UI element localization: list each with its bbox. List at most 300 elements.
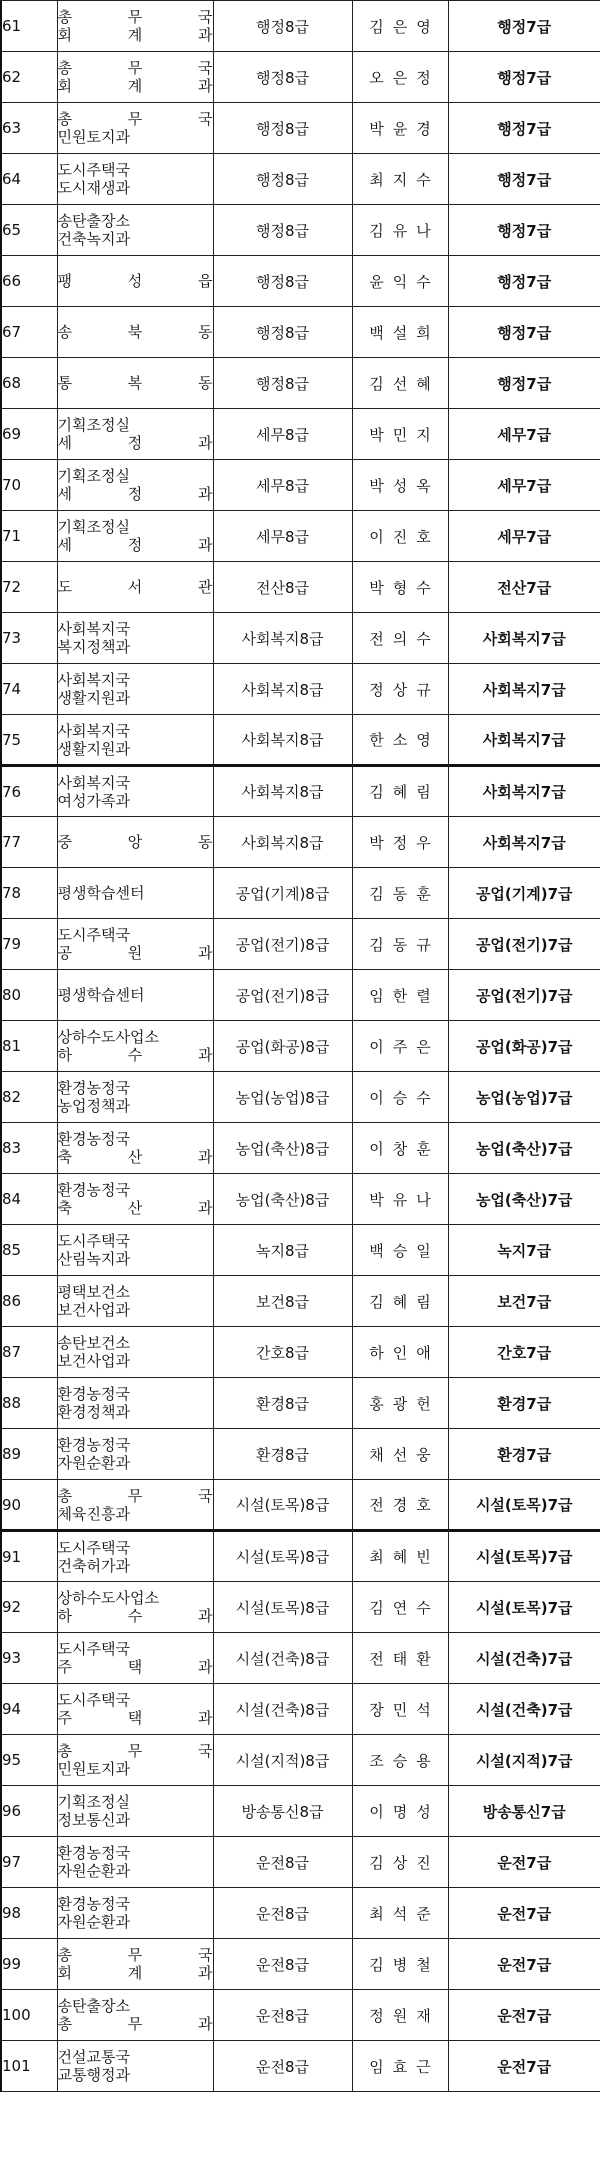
department-line-primary: 도시주택국 [57, 1232, 130, 1250]
current-grade-cell: 시설(토목)8급 [213, 1582, 352, 1633]
department-line-primary: 환경농정국 [57, 1079, 130, 1097]
employee-name-cell [352, 154, 448, 205]
promoted-grade-cell: 시설(지적)7급 [448, 1735, 600, 1786]
promoted-grade-cell: 운전7급 [448, 1888, 600, 1939]
table-row [1, 817, 600, 868]
table-row [1, 1837, 600, 1888]
promoted-grade-cell: 시설(토목)7급 [448, 1531, 600, 1582]
department-line-primary: 평택보건소 [57, 1283, 130, 1301]
employee-name: 이창훈 [369, 1139, 440, 1158]
employee-name: 최혜빈 [369, 1548, 440, 1566]
promoted-grade-cell: 사회복지7급 [448, 715, 600, 766]
department-cell [57, 154, 213, 205]
employee-name: 하인애 [369, 1343, 440, 1362]
department-line-primary: 송탄출장소 [57, 1997, 130, 2015]
row-number-cell: 83 [1, 1123, 57, 1174]
department-cell [57, 1684, 213, 1735]
current-grade-cell: 간호8급 [213, 1327, 352, 1378]
current-grade-cell: 운전8급 [213, 1837, 352, 1888]
employee-name-cell [352, 1735, 448, 1786]
department-line-primary: 사회복지국 [57, 671, 130, 689]
department-line-secondary: 세 정 과 [57, 434, 213, 452]
current-grade-cell: 세무8급 [213, 460, 352, 511]
current-grade-cell: 농업(농업)8급 [213, 1072, 352, 1123]
department-cell [57, 1327, 213, 1378]
promoted-grade-cell: 환경7급 [448, 1378, 600, 1429]
table-row [1, 1327, 600, 1378]
department-line-primary: 도시주택국 [57, 926, 130, 944]
employee-name-cell [352, 1327, 448, 1378]
row-number-cell: 92 [1, 1582, 57, 1633]
row-number-cell: 75 [1, 715, 57, 766]
employee-name: 정원재 [369, 2006, 440, 2025]
promoted-grade-cell: 행정7급 [448, 103, 600, 154]
row-number-cell: 84 [1, 1174, 57, 1225]
department-cell [57, 511, 213, 562]
current-grade-cell: 행정8급 [213, 358, 352, 409]
current-grade-cell: 행정8급 [213, 154, 352, 205]
promoted-grade-cell: 공업(전기)7급 [448, 970, 600, 1021]
row-number-cell: 97 [1, 1837, 57, 1888]
table-row [1, 511, 600, 562]
employee-name-cell [352, 1174, 448, 1225]
table-row [1, 1939, 600, 1990]
current-grade-cell: 운전8급 [213, 2041, 352, 2092]
department-line-primary: 도시주택국 [57, 161, 130, 179]
employee-name-cell [352, 970, 448, 1021]
department-cell [57, 1123, 213, 1174]
table-row [1, 970, 600, 1021]
employee-name: 조승용 [369, 1751, 440, 1770]
department-cell [57, 1582, 213, 1633]
table-row [1, 358, 600, 409]
employee-name: 백승일 [369, 1241, 440, 1260]
employee-name-cell [352, 868, 448, 919]
department-line-secondary: 복지정책과 [57, 638, 130, 656]
department-line-secondary: 공 원 과 [57, 944, 213, 962]
department-line-primary: 사회복지국 [57, 773, 130, 792]
department-line-primary: 기획조정실 [57, 416, 130, 434]
employee-name-cell [352, 358, 448, 409]
promoted-grade-cell: 사회복지7급 [448, 664, 600, 715]
current-grade-cell: 사회복지8급 [213, 766, 352, 817]
employee-name: 홍광헌 [369, 1394, 440, 1413]
department-line-primary: 송탄출장소 [57, 212, 130, 230]
promoted-grade-cell: 농업(축산)7급 [448, 1123, 600, 1174]
current-grade-cell: 농업(축산)8급 [213, 1123, 352, 1174]
employee-name: 전태환 [369, 1649, 440, 1668]
table-row [1, 205, 600, 256]
row-number-cell: 80 [1, 970, 57, 1021]
table-row [1, 1786, 600, 1837]
department-line-primary: 중 앙 동 [57, 833, 213, 851]
promoted-grade-cell: 공업(화공)7급 [448, 1021, 600, 1072]
department-cell [57, 1276, 213, 1327]
table-row [1, 460, 600, 511]
department-line-primary: 도시주택국 [57, 1538, 130, 1557]
employee-name-cell [352, 1633, 448, 1684]
employee-name: 최지수 [369, 170, 440, 189]
table-row [1, 1123, 600, 1174]
employee-name-cell [352, 2041, 448, 2092]
department-line-primary: 기획조정실 [57, 518, 130, 536]
department-cell [57, 1786, 213, 1837]
promoted-grade-cell: 세무7급 [448, 409, 600, 460]
row-number-cell: 74 [1, 664, 57, 715]
department-line-secondary: 건축허가과 [57, 1556, 130, 1575]
row-number-cell: 61 [1, 1, 57, 52]
employee-name: 전의수 [369, 629, 440, 648]
employee-name-cell [352, 664, 448, 715]
current-grade-cell: 행정8급 [213, 1, 352, 52]
row-number-cell: 71 [1, 511, 57, 562]
table-row [1, 256, 600, 307]
employee-name: 박정우 [369, 833, 440, 852]
employee-name-cell [352, 817, 448, 868]
row-number-cell: 72 [1, 562, 57, 613]
department-line-secondary: 주 택 과 [57, 1658, 213, 1676]
department-cell [57, 1480, 213, 1531]
employee-name: 김동규 [369, 935, 440, 954]
row-number-cell: 82 [1, 1072, 57, 1123]
employee-name-cell [352, 1021, 448, 1072]
department-line-secondary: 도시재생과 [57, 179, 130, 197]
employee-name: 김병철 [369, 1955, 440, 1974]
employee-name-cell [352, 1582, 448, 1633]
department-line-secondary: 총 무 과 [57, 2015, 213, 2033]
employee-name-cell [352, 1939, 448, 1990]
department-cell [57, 868, 213, 919]
department-line-secondary: 회 계 과 [57, 77, 213, 95]
promoted-grade-cell: 세무7급 [448, 460, 600, 511]
table-row [1, 715, 600, 766]
promoted-grade-cell: 농업(축산)7급 [448, 1174, 600, 1225]
promoted-grade-cell: 방송통신7급 [448, 1786, 600, 1837]
table-row [1, 154, 600, 205]
promoted-grade-cell: 행정7급 [448, 205, 600, 256]
employee-name-cell [352, 409, 448, 460]
department-cell [57, 2041, 213, 2092]
current-grade-cell: 사회복지8급 [213, 715, 352, 766]
table-row [1, 1021, 600, 1072]
employee-name: 채선웅 [369, 1445, 440, 1464]
current-grade-cell: 세무8급 [213, 511, 352, 562]
department-line-primary: 총 무 국 [57, 59, 213, 77]
department-cell [57, 1378, 213, 1429]
promoted-grade-cell: 농업(농업)7급 [448, 1072, 600, 1123]
employee-name-cell [352, 1990, 448, 2041]
current-grade-cell: 행정8급 [213, 103, 352, 154]
current-grade-cell: 행정8급 [213, 205, 352, 256]
row-number-cell: 98 [1, 1888, 57, 1939]
department-cell [57, 1531, 213, 1582]
department-line-secondary: 자원순환과 [57, 1862, 130, 1880]
department-line-primary: 송탄보건소 [57, 1334, 130, 1352]
department-line-primary: 도 서 관 [57, 578, 213, 596]
promoted-grade-cell: 보건7급 [448, 1276, 600, 1327]
department-line-primary: 사회복지국 [57, 721, 130, 740]
table-row [1, 1888, 600, 1939]
table-row [1, 1072, 600, 1123]
current-grade-cell: 행정8급 [213, 256, 352, 307]
employee-name: 이명성 [369, 1802, 440, 1821]
department-line-primary: 총 무 국 [57, 8, 213, 26]
promoted-grade-cell: 시설(토목)7급 [448, 1582, 600, 1633]
promoted-grade-cell: 행정7급 [448, 1, 600, 52]
employee-name-cell [352, 1123, 448, 1174]
row-number-cell: 87 [1, 1327, 57, 1378]
department-line-secondary: 축 산 과 [57, 1148, 213, 1166]
promoted-grade-cell: 세무7급 [448, 511, 600, 562]
employee-name-cell [352, 1837, 448, 1888]
promoted-grade-cell: 운전7급 [448, 1837, 600, 1888]
department-cell [57, 1072, 213, 1123]
employee-name-cell [352, 1684, 448, 1735]
promoted-grade-cell: 사회복지7급 [448, 766, 600, 817]
row-number-cell: 65 [1, 205, 57, 256]
table-row [1, 52, 600, 103]
employee-name-cell [352, 205, 448, 256]
department-line-secondary: 환경정책과 [57, 1403, 130, 1421]
department-line-primary: 총 무 국 [57, 1742, 213, 1760]
table-row [1, 1, 600, 52]
promoted-grade-cell: 시설(토목)7급 [448, 1480, 600, 1531]
department-cell [57, 205, 213, 256]
department-cell [57, 409, 213, 460]
department-line-secondary: 하 수 과 [57, 1046, 213, 1064]
department-cell [57, 613, 213, 664]
employee-name-cell [352, 1225, 448, 1276]
current-grade-cell: 방송통신8급 [213, 1786, 352, 1837]
row-number-cell: 76 [1, 766, 57, 817]
current-grade-cell: 공업(전기)8급 [213, 970, 352, 1021]
department-cell [57, 256, 213, 307]
table-row [1, 1480, 600, 1531]
row-number-cell: 78 [1, 868, 57, 919]
row-number-cell: 66 [1, 256, 57, 307]
department-line-primary: 상하수도사업소 [57, 1589, 159, 1607]
employee-name-cell [352, 1378, 448, 1429]
current-grade-cell: 사회복지8급 [213, 664, 352, 715]
department-line-secondary: 생활지원과 [57, 739, 130, 758]
department-line-secondary: 교통행정과 [57, 2066, 130, 2084]
department-cell [57, 1990, 213, 2041]
current-grade-cell: 공업(전기)8급 [213, 919, 352, 970]
table-row [1, 868, 600, 919]
department-line-secondary: 축 산 과 [57, 1199, 213, 1217]
department-line-primary: 평생학습센터 [57, 986, 145, 1004]
department-line-secondary: 주 택 과 [57, 1709, 213, 1727]
department-line-secondary: 회 계 과 [57, 1964, 213, 1982]
department-cell [57, 715, 213, 766]
employee-name: 최석준 [369, 1904, 440, 1923]
department-cell [57, 307, 213, 358]
employee-name-cell [352, 766, 448, 817]
department-line-primary: 건설교통국 [57, 2048, 130, 2066]
employee-name: 정상규 [369, 680, 440, 699]
promoted-grade-cell: 사회복지7급 [448, 817, 600, 868]
table-row [1, 1990, 600, 2041]
department-cell [57, 766, 213, 817]
table-row [1, 766, 600, 817]
department-cell [57, 1633, 213, 1684]
department-line-secondary: 세 정 과 [57, 536, 213, 554]
row-number-cell: 64 [1, 154, 57, 205]
department-cell [57, 1837, 213, 1888]
employee-name: 김동훈 [369, 884, 440, 903]
current-grade-cell: 시설(건축)8급 [213, 1633, 352, 1684]
department-line-primary: 환경농정국 [57, 1844, 130, 1862]
current-grade-cell: 시설(지적)8급 [213, 1735, 352, 1786]
row-number-cell: 79 [1, 919, 57, 970]
current-grade-cell: 운전8급 [213, 1990, 352, 2041]
row-number-cell: 86 [1, 1276, 57, 1327]
current-grade-cell: 행정8급 [213, 52, 352, 103]
promoted-grade-cell: 공업(기계)7급 [448, 868, 600, 919]
department-cell [57, 1939, 213, 1990]
employee-name: 김은영 [369, 17, 440, 36]
row-number-cell: 95 [1, 1735, 57, 1786]
table-row [1, 1582, 600, 1633]
employee-name: 윤익수 [369, 272, 440, 291]
department-cell [57, 358, 213, 409]
department-line-secondary: 보건사업과 [57, 1352, 130, 1370]
table-row [1, 1684, 600, 1735]
department-cell [57, 970, 213, 1021]
department-line-secondary: 정보통신과 [57, 1811, 130, 1829]
table-row [1, 1225, 600, 1276]
current-grade-cell: 행정8급 [213, 307, 352, 358]
department-line-secondary: 생활지원과 [57, 689, 130, 707]
employee-name-cell [352, 511, 448, 562]
current-grade-cell: 환경8급 [213, 1378, 352, 1429]
promoted-grade-cell: 간호7급 [448, 1327, 600, 1378]
employee-name-cell [352, 1, 448, 52]
department-cell [57, 103, 213, 154]
row-number-cell: 94 [1, 1684, 57, 1735]
employee-name: 김유나 [369, 221, 440, 240]
employee-name-cell [352, 562, 448, 613]
department-line-primary: 환경농정국 [57, 1130, 130, 1148]
row-number-cell: 100 [1, 1990, 57, 2041]
employee-name: 이주은 [369, 1037, 440, 1056]
department-line-secondary: 체육진흥과 [57, 1504, 130, 1523]
employee-name: 오은정 [369, 68, 440, 87]
row-number-cell: 96 [1, 1786, 57, 1837]
promoted-grade-cell: 운전7급 [448, 1990, 600, 2041]
row-number-cell: 99 [1, 1939, 57, 1990]
table-row [1, 409, 600, 460]
row-number-cell: 70 [1, 460, 57, 511]
department-cell [57, 1735, 213, 1786]
department-line-secondary: 건축녹지과 [57, 230, 130, 248]
department-line-secondary: 산림녹지과 [57, 1250, 130, 1268]
department-line-secondary: 여성가족과 [57, 791, 130, 810]
table-row [1, 1735, 600, 1786]
employee-name-cell [352, 613, 448, 664]
employee-name-cell [352, 1888, 448, 1939]
promoted-grade-cell: 시설(건축)7급 [448, 1684, 600, 1735]
department-cell [57, 919, 213, 970]
employee-name: 박형수 [369, 578, 440, 597]
department-line-secondary: 세 정 과 [57, 485, 213, 503]
current-grade-cell: 녹지8급 [213, 1225, 352, 1276]
employee-name: 박유나 [369, 1190, 440, 1209]
department-cell [57, 1225, 213, 1276]
employee-name-cell [352, 307, 448, 358]
employee-name: 박윤경 [369, 119, 440, 138]
promoted-grade-cell: 전산7급 [448, 562, 600, 613]
row-number-cell: 90 [1, 1480, 57, 1531]
row-number-cell: 63 [1, 103, 57, 154]
promoted-grade-cell: 행정7급 [448, 52, 600, 103]
department-cell [57, 52, 213, 103]
current-grade-cell: 공업(기계)8급 [213, 868, 352, 919]
department-cell [57, 562, 213, 613]
row-number-cell: 81 [1, 1021, 57, 1072]
department-line-primary: 통 복 동 [57, 374, 213, 392]
department-line-secondary: 자원순환과 [57, 1913, 130, 1931]
current-grade-cell: 사회복지8급 [213, 817, 352, 868]
employee-name-cell [352, 256, 448, 307]
table-row [1, 307, 600, 358]
table-row [1, 919, 600, 970]
employee-name: 백설희 [369, 323, 440, 342]
employee-name: 박민지 [369, 425, 440, 444]
department-cell [57, 1429, 213, 1480]
department-cell [57, 664, 213, 715]
employee-name: 임효근 [369, 2057, 440, 2076]
employee-name-cell [352, 1531, 448, 1582]
promoted-grade-cell: 사회복지7급 [448, 613, 600, 664]
table-row [1, 1429, 600, 1480]
department-line-primary: 사회복지국 [57, 620, 130, 638]
department-line-secondary: 보건사업과 [57, 1301, 130, 1319]
current-grade-cell: 시설(건축)8급 [213, 1684, 352, 1735]
table-row [1, 664, 600, 715]
row-number-cell: 77 [1, 817, 57, 868]
department-line-primary: 기획조정실 [57, 1793, 130, 1811]
row-number-cell: 85 [1, 1225, 57, 1276]
row-number-cell: 62 [1, 52, 57, 103]
row-number-cell: 67 [1, 307, 57, 358]
promoted-grade-cell: 행정7급 [448, 358, 600, 409]
department-line-secondary: 하 수 과 [57, 1607, 213, 1625]
department-cell [57, 817, 213, 868]
employee-name-cell [352, 460, 448, 511]
employee-name-cell [352, 1276, 448, 1327]
department-line-primary: 송 북 동 [57, 323, 213, 341]
department-line-primary: 환경농정국 [57, 1895, 130, 1913]
promoted-grade-cell: 공업(전기)7급 [448, 919, 600, 970]
row-number-cell: 89 [1, 1429, 57, 1480]
employee-name: 전경호 [369, 1496, 440, 1514]
department-cell [57, 460, 213, 511]
promoted-grade-cell: 운전7급 [448, 2041, 600, 2092]
current-grade-cell: 농업(축산)8급 [213, 1174, 352, 1225]
employee-name: 김상진 [369, 1853, 440, 1872]
employee-name-cell [352, 1429, 448, 1480]
employee-name-cell [352, 1480, 448, 1531]
current-grade-cell: 시설(토목)8급 [213, 1531, 352, 1582]
employee-name: 김선혜 [369, 374, 440, 393]
department-cell [57, 1021, 213, 1072]
row-number-cell: 69 [1, 409, 57, 460]
employee-name: 김혜림 [369, 1292, 440, 1311]
department-line-primary: 총 무 국 [57, 110, 213, 128]
promoted-grade-cell: 행정7급 [448, 256, 600, 307]
current-grade-cell: 환경8급 [213, 1429, 352, 1480]
